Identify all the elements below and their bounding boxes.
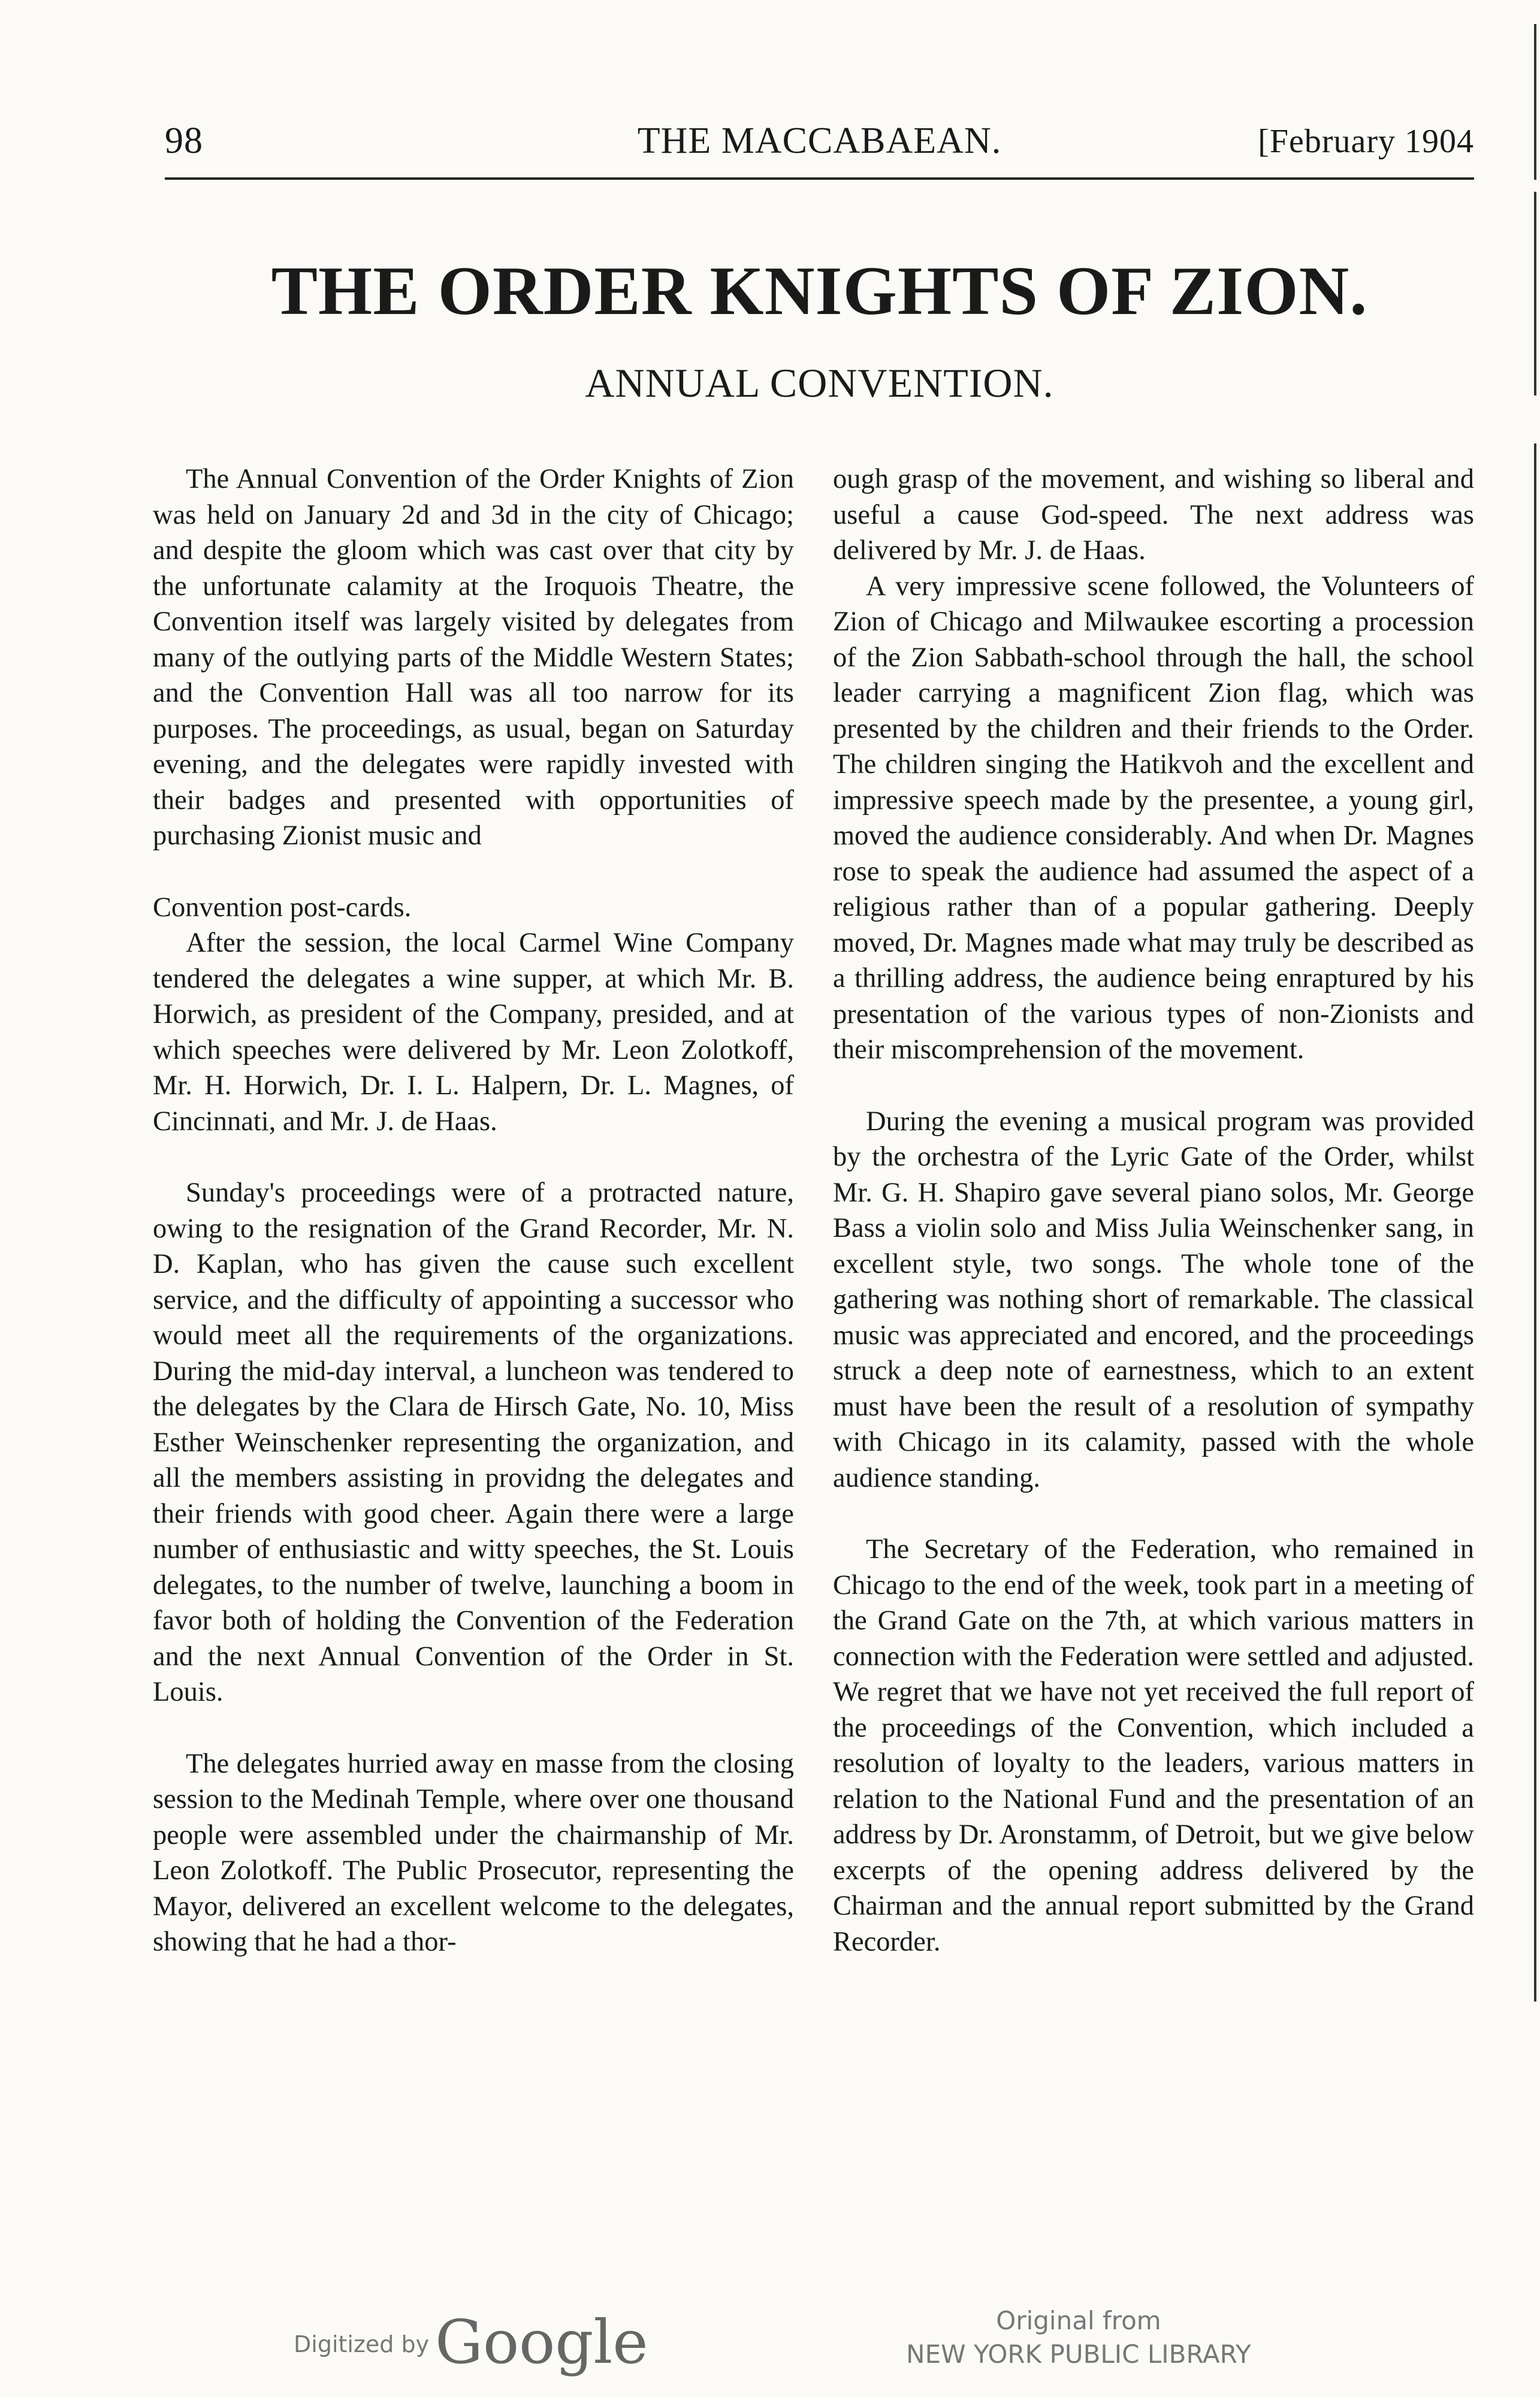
right-column [833,461,1474,1960]
library-credit [863,2304,1294,2371]
header-rule [165,177,1474,180]
paragraph: During the evening a musical program was provided by the orchestra of the Lyric Gate of the Order, whilst Mr. G. H. Shapiro gave several piano solos, Mr. George Bass a violin solo and Miss Julia Weinschenker sang, in excellent style, two songs. The whole tone of the gathering was nothing short of remarkable. The classical music was appreciated and encored, and the proceedings struck a deep note of earnestness, which to an extent must have been the result of a resolution of sympathy with Chicago in its calamity, passed with the whole audience standing. [833,1106,1474,1493]
article-subtitle: ANNUAL CONVENTION. [585,360,1054,406]
paragraph: ough grasp of the movement, and wishing so liberal and useful a cause God-speed. The next address was delivered by Mr. J. de Haas. [833,464,1474,566]
paragraph: The delegates hurried away en masse from the closing session to the Medinah Temple, where over one thousand people were assembled under the chairmanship of Mr. Leon Zolotkoff. The Public Prosecutor, representing the Mayor, delivered an excellent welcome to the delegates, showing that he had a thor- [153,1748,794,1957]
digitized-by-label: Digitized by [294,2331,430,2357]
google-logo: Google [435,2307,648,2377]
paragraph: The Annual Convention of the Order Knights of Zion was held on January 2d and 3d in the city of Chicago; and despite the gloom which was cast over that city by the unfortunate calamity at the Iroquois Theatre, the Convention itself was largely visited by delegates from many of the outlying parts of the Middle Western States; and the Convention Hall was all too narrow for its purposes. The proceedings, as usual, began on Saturday evening, and the delegates were rapidly invested with their badges and presented with opportunities of purchasing Zionist music and [153,464,794,851]
paragraph: Sunday's proceedings were of a protracted nature, owing to the resignation of the Grand Recorder, Mr. N. D. Kaplan, who has given the cause such excellent service, and the difficulty of appointing a successor who would meet all the requirements of the organizations. During the mid-day interval, a luncheon was tendered to the delegates by the Clara de Hirsch Gate, No. 10, Miss Esther Weinschenker representing the organization, and all the members assisting in providng the delegates and their friends with good cheer. Again there were a large number of enthusiastic and witty speeches, the St. Louis delegates, to the number of twelve, launching a boom in favor both of holding the Convention of the Federation and the next Annual Convention of the Order in St. Louis. [153,1178,794,1707]
library-name: NEW YORK PUBLIC LIBRARY [906,2339,1251,2369]
paragraph: Convention post-cards. [153,892,412,923]
page-edge-mark [1534,24,1536,180]
article-title: THE ORDER KNIGHTS OF ZION. [271,253,1368,330]
digitized-by-watermark [294,2307,648,2377]
running-header [165,114,1474,162]
page-edge-mark [1534,192,1536,396]
page-edge-mark [1534,443,1536,2001]
left-column [153,461,794,1960]
issue-date: [February 1904 [1258,123,1474,160]
paragraph: The Secretary of the Federation, who remained in Chicago to the end of the week, took part in a meeting of the Grand Gate on the 7th, at which various matters in connection with the Federation were settled and adjusted. We regret that we have not yet received the full report of the proceedings of the Convention, which included a resolution of loyalty to the leaders, various matters in relation to the National Fund and the presentation of an address by Dr. Aronstamm, of Detroit, but we give below excerpts of the opening address delivered by the Chairman and the annual report submitted by the Grand Recorder. [833,1534,1474,1957]
paragraph: After the session, the local Carmel Wine Company tendered the delegates a wine supper, at which Mr. B. Horwich, as president of the Company, presided, and at which speeches were delivered by Mr. Leon Zolotkoff, Mr. H. Horwich, Dr. I. L. Halpern, Dr. L. Magnes, of Cincinnati, and Mr. J. de Haas. [153,928,794,1137]
magazine-title: THE MACCABAEAN. [637,120,1002,161]
original-from-label: Original from [996,2306,1161,2335]
page-number: 98 [165,120,203,161]
paragraph: A very impressive scene followed, the Volunteers of Zion of Chicago and Milwaukee escorting a procession of the Zion Sabbath-school through the hall, the school leader carrying a magnificent Zion flag, which was presented by the children and their friends to the Order. The children singing the Hatikvoh and the excellent and impressive speech made by the presentee, a young girl, moved the audience considerably. And when Dr. Magnes rose to speak the audience had assumed the aspect of a religious rather than of a popular gathering. Deeply moved, Dr. Magnes made what may truly be described as a thrilling address, the audience being enraptured by his presentation of the various types of non-Zionists and their miscomprehension of the movement. [833,570,1474,1065]
